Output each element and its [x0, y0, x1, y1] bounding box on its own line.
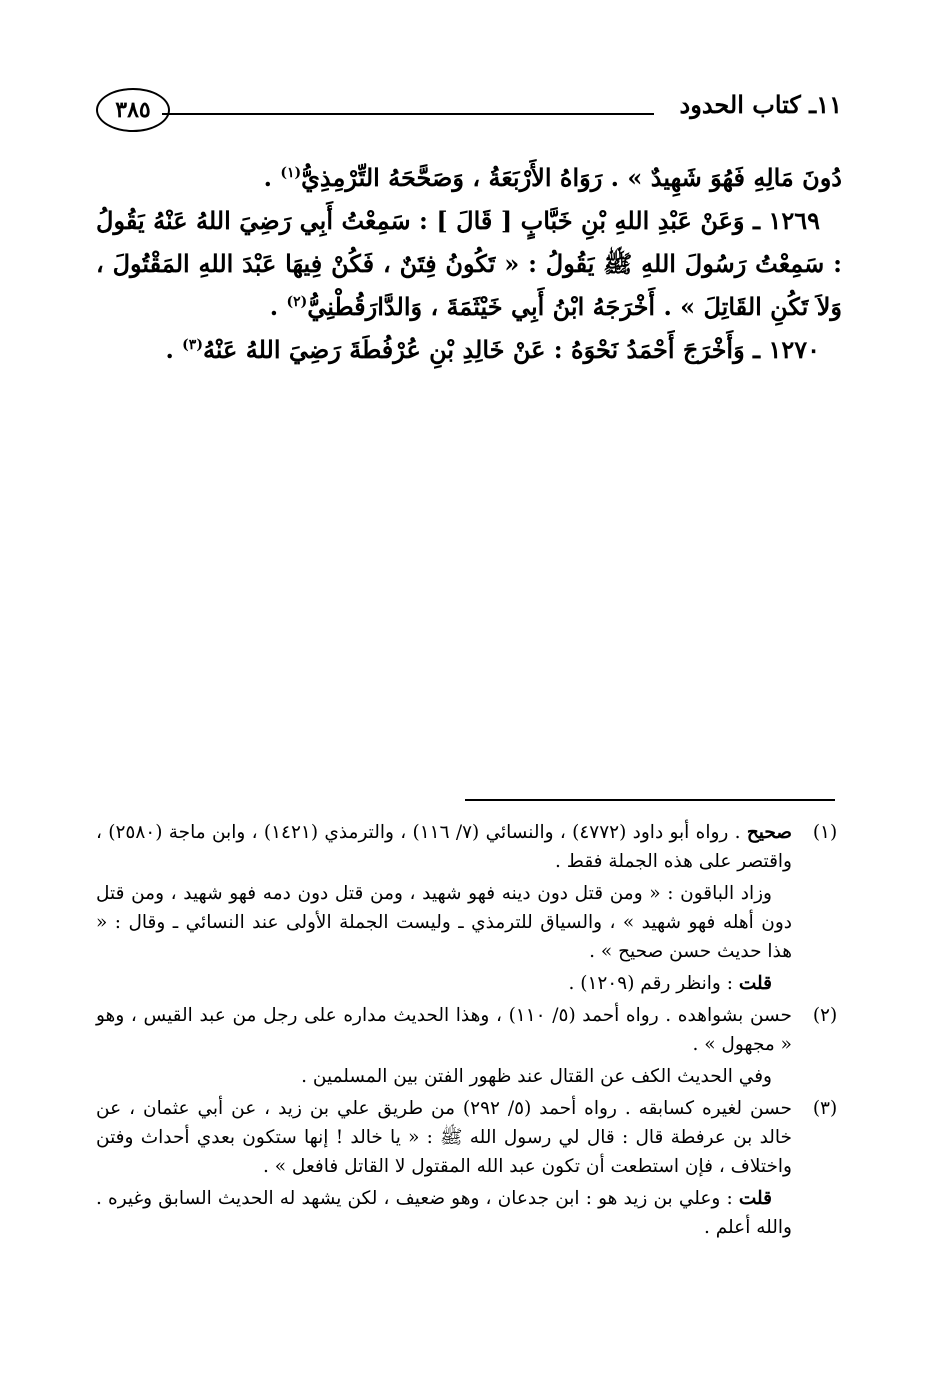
footnote-number: (١)	[812, 822, 838, 843]
header-rule	[162, 113, 654, 115]
page-header	[96, 88, 842, 138]
footnote-ref: (١)	[280, 165, 302, 181]
page-number: ٣٨٥	[96, 88, 170, 132]
footnote-paragraph: قلت : وعلي بن زيد هو : ابن جدعان ، وهو ضعيف ، لكن يشهد له الحديث السابق وغيره . والله أعلم .	[96, 1188, 792, 1238]
footnote-ref: (٢)	[286, 294, 308, 310]
footnote-1	[96, 818, 846, 998]
footnote-paragraph: وزاد الباقون : « ومن قتل دون دينه فهو شهيد ، ومن قتل دون دمه فهو شهيد ، ومن قتل دون أهله فهو شهيد » ، والسياق للترمذي ـ وليست الجملة الأولى عند النسائي ـ وقال : « هذا حديث حسن صحيح » .	[96, 883, 792, 962]
footnote-ref: (٣)	[182, 337, 203, 353]
footnote-paragraph: وفي الحديث الكف عن القتال عند ظهور الفتن بين المسلمين .	[301, 1066, 772, 1087]
footnote-2	[96, 1001, 846, 1091]
paragraph-continuation: دُونَ مَالِهِ فَهُوَ شَهِيدٌ » . رَوَاهُ الأَرْبَعَةُ ، وَصَحَّحَهُ التِّرْمِذِيُّ$^{(١)}$ .	[263, 163, 842, 192]
footnote-3	[96, 1094, 846, 1242]
main-text	[96, 156, 842, 371]
footnote-number: (٢)	[812, 1005, 838, 1026]
footnote-separator	[465, 799, 835, 801]
chapter-title: ١١ـ كتاب الحدود	[679, 90, 842, 119]
footnote-paragraph: قلت : وانظر رقم (١٢٠٩) .	[568, 973, 772, 994]
footnote-number: (٣)	[812, 1098, 838, 1119]
hadith-1269: ١٢٦٩ ـ وَعَنْ عَبْدِ اللهِ بْنِ خَبَّابٍ [ قَالَ ] : سَمِعْتُ أَبِي رَضِيَ اللهُ عَنْهُ يَقُولُ : سَمِعْتُ رَسُولَ اللهِ ﷺ يَقُولُ : « تَكُونُ فِتَنٌ ، فَكُنْ فِيهَا عَبْدَ اللهِ المَقْتُولَ ، وَلاَ تَكُنِ القَاتِلَ » . أَخْرَجَهُ ابْنُ أَبِي خَيْثَمَةَ ، وَالدَّارَقُطْنِيُّ$^{(٢)}$ .	[96, 206, 842, 321]
footnote-paragraph: حسن بشواهده . رواه أحمد (٥/ ١١٠) ، وهذا الحديث مداره على رجل من عبد القيس ، وهو « مجهول » .	[96, 1005, 792, 1055]
footnote-paragraph: حسن لغيره كسابقه . رواه أحمد (٥/ ٢٩٢) من طريق علي بن زيد ، عن أبي عثمان ، عن خالد بن عرفطة قال : قال لي رسول الله ﷺ : « يا خالد ! إنها ستكون بعدي أحداث وفتن واختلاف ، فإن استطعت أن تكون عبد الله المقتول لا القاتل فافعل » .	[96, 1098, 792, 1177]
hadith-1270: ١٢٧٠ ـ وَأَخْرَجَ أَحْمَدُ نَحْوَهُ : عَنْ خَالِدِ بْنِ عُرْفُطَةَ رَضِيَ اللهُ عَنْهُ$^{(٣)}$ .	[165, 335, 820, 364]
footnotes	[96, 818, 846, 1245]
footnote-paragraph: صحيح . رواه أبو داود (٤٧٧٢) ، والنسائي (٧/ ١١٦) ، والترمذي (١٤٢١) ، وابن ماجة (٢٥٨٠) ، واقتصر على هذه الجملة فقط .	[96, 822, 792, 872]
